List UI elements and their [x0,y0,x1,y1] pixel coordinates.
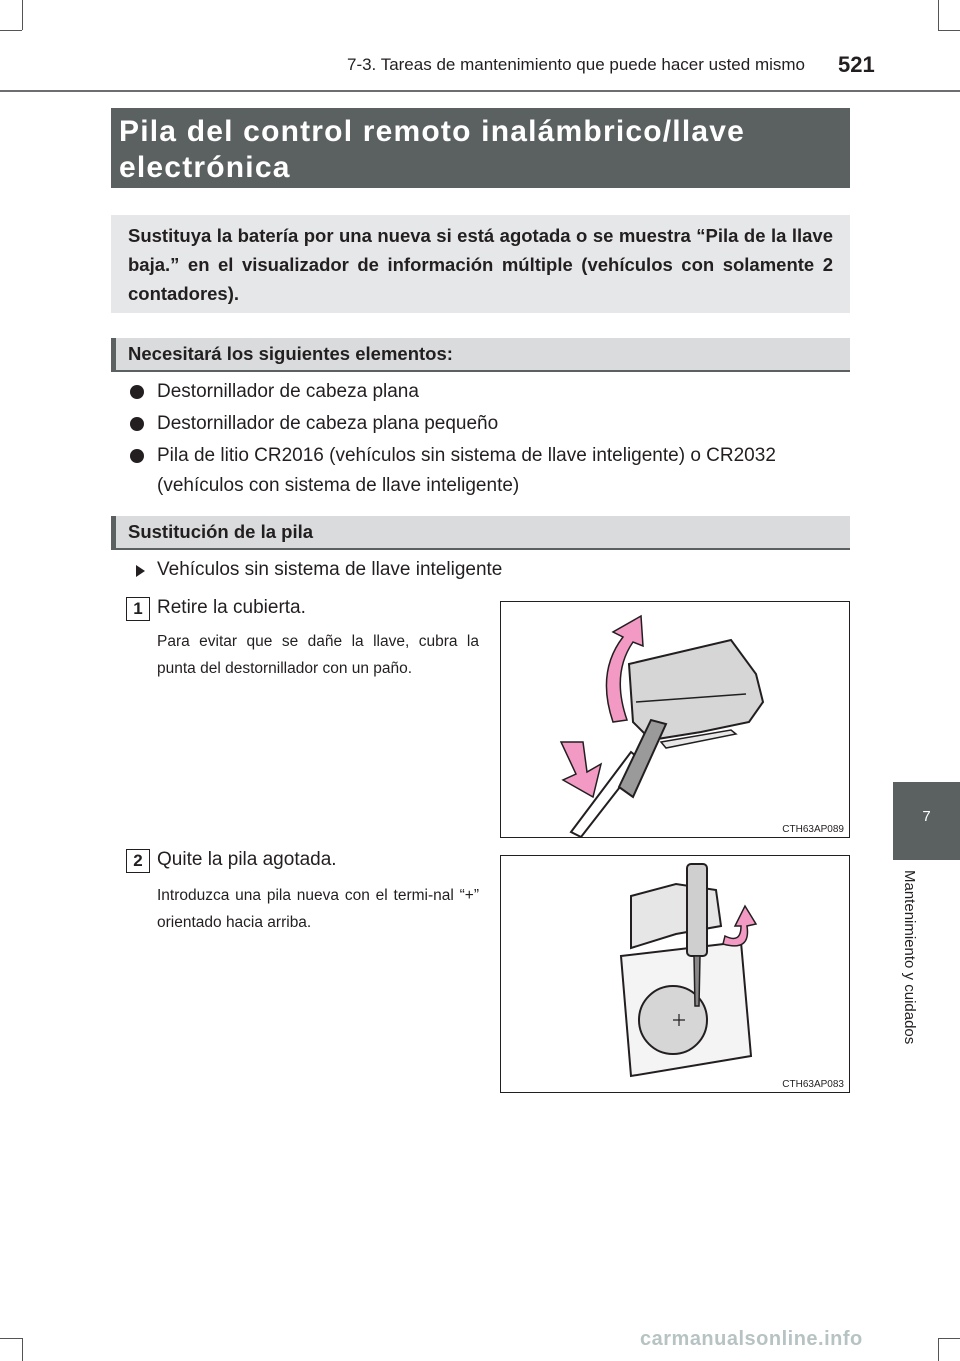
step-title: Quite la pila agotada. [157,849,337,870]
bullet-icon [130,417,144,431]
subheading: Vehículos sin sistema de llave inteligente [157,559,503,580]
crop-mark [938,1338,960,1339]
triangle-bullet-icon [136,565,145,577]
page-number: 521 [838,52,875,77]
figure-remove-cover [500,601,850,838]
section-heading-replacement: Sustitución de la pila [111,516,850,550]
key-cover-illustration [501,602,849,837]
crop-mark [22,0,23,30]
crop-mark [22,1338,23,1361]
step-number: 1 [126,597,150,621]
header-divider [0,90,960,92]
crop-mark [0,30,22,31]
step-note: Introduzca una pila nueva con el termi-nal “+” orientado hacia arriba. [157,887,479,931]
list-item-text: Pila de litio CR2016 (vehículos sin sistema de llave inteligente) o CR2032 (vehículos con sistema de llave inteligente) [157,445,776,496]
section-heading-items: Necesitará los siguientes elementos: [111,338,850,372]
battery-illustration [501,856,849,1092]
step-number: 2 [126,849,150,873]
list-item-text: Destornillador de cabeza plana [157,381,419,402]
list-item [130,377,850,407]
watermark: carmanualsonline.info [640,1328,863,1350]
chapter-title-vertical [893,870,933,1090]
step-note: Para evitar que se dañe la llave, cubra la punta del destornillador con un paño. [157,633,479,677]
step-title: Retire la cubierta. [157,597,306,618]
figure-code: CTH63AP089 [782,824,844,835]
crop-mark [938,1338,939,1361]
page-title: Pila del control remoto inalámbrico/llave electrónica [111,108,850,188]
list-item [130,409,850,439]
intro-text: Sustituya la batería por una nueva si está agotada o se muestra “Pila de la llave baja.” en el visualizador de información múltiple (vehículos con solamente 2 contadores). [111,215,850,313]
running-header: 7-3. Tareas de mantenimiento que puede hacer usted mismo [346,55,805,74]
list-item-text: Destornillador de cabeza plana pequeño [157,413,499,434]
chapter-title: Mantenimiento y cuidados [901,870,918,1045]
crop-mark [938,0,939,30]
crop-mark [0,1338,22,1339]
crop-mark [938,30,960,31]
list-item [130,441,850,503]
bullet-icon [130,449,144,463]
chapter-tab [893,782,960,860]
figure-remove-battery [500,855,850,1093]
figure-code: CTH63AP083 [782,1079,844,1090]
bullet-icon [130,385,144,399]
chapter-number: 7 [922,808,931,825]
